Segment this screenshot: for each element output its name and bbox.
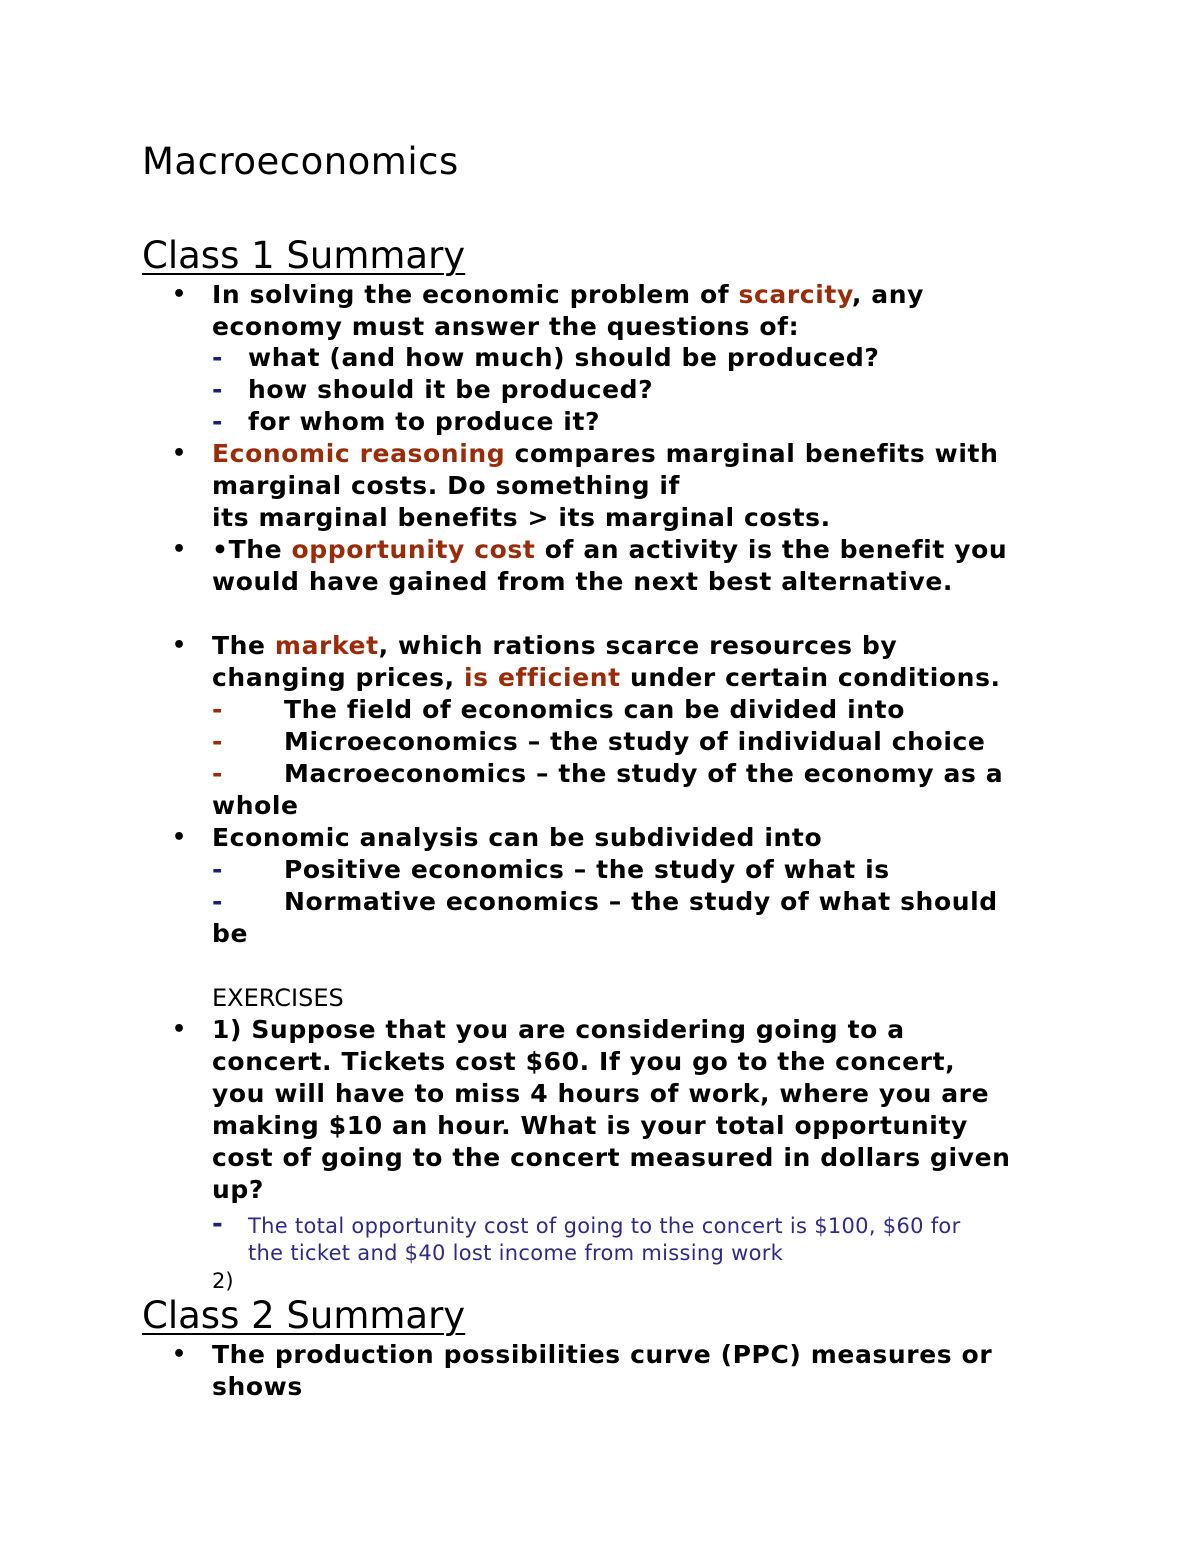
class1-b4-line2 — [212, 662, 1001, 694]
dash-marker: - — [212, 1209, 223, 1239]
exercise2-label: 2) — [212, 1269, 234, 1293]
bullet-marker: • — [172, 441, 187, 466]
class2-heading: Class 2 Summary — [142, 1294, 466, 1337]
highlight-is-efficient: is efficient — [464, 663, 621, 692]
bullet-marker: • — [172, 633, 187, 658]
dash-marker: - — [212, 887, 223, 916]
highlight-economic-reasoning: Economic reasoning — [212, 439, 506, 468]
class1-b2-line2: marginal costs. Do something if — [212, 471, 681, 500]
bullet-marker: • — [172, 282, 187, 307]
text: •The — [212, 535, 292, 564]
class1-b3-line2: would have gained from the next best alternative. — [212, 567, 954, 596]
bullet-marker: • — [172, 1342, 187, 1367]
class1-heading: Class 1 Summary — [142, 234, 466, 277]
dash-marker: - — [212, 695, 223, 724]
exercises-label: EXERCISES — [212, 984, 344, 1012]
class1-b4-line1 — [212, 630, 897, 662]
class2-b1-line2: shows — [212, 1372, 303, 1401]
class1-b1-sub1: what (and how much) should be produced? — [248, 343, 880, 372]
class1-b5-sub1: Positive economics – the study of what is — [284, 855, 890, 884]
bullet-marker: • — [172, 1017, 187, 1042]
text: In solving the economic problem of — [212, 280, 739, 309]
text: of an activity is the benefit you — [535, 535, 1008, 564]
exercise1-line6: up? — [212, 1175, 264, 1204]
dash-marker: - — [212, 375, 223, 404]
dash-marker: - — [212, 343, 223, 372]
class1-b5-sub2: Normative economics – the study of what should — [284, 887, 998, 916]
class1-b4-sub3: Macroeconomics – the study of the economy as a — [284, 759, 1004, 788]
document-title: Macroeconomics — [142, 140, 459, 183]
text: compares marginal benefits with — [505, 439, 999, 468]
exercise1-answer-line2: the ticket and $40 lost income from missing work — [248, 1241, 784, 1265]
text: , which rations scarce resources by — [378, 631, 898, 660]
text: under certain conditions. — [620, 663, 1001, 692]
highlight-scarcity: scarcity — [738, 280, 852, 309]
class1-b1-sub2: how should it be produced? — [248, 375, 654, 404]
exercise1-line2: concert. Tickets cost $60. If you go to the concert, — [212, 1047, 956, 1076]
dash-marker: - — [212, 759, 223, 788]
dash-marker: - — [212, 727, 223, 756]
class1-b3-line1 — [212, 534, 1007, 566]
class1-b2-line1 — [212, 438, 999, 470]
bullet-marker: • — [172, 537, 187, 562]
class1-b1-line1 — [212, 279, 924, 311]
dash-marker: - — [212, 407, 223, 436]
class1-b5-wrap: be — [212, 919, 249, 948]
exercise1-answer-line1: The total opportunity cost of going to the concert is $100, $60 for — [248, 1214, 961, 1238]
highlight-market: market — [274, 631, 379, 660]
highlight-opportunity-cost: opportunity cost — [291, 535, 536, 564]
exercise1-line3: you will have to miss 4 hours of work, where you are — [212, 1079, 990, 1108]
class1-b4-sub1: The field of economics can be divided into — [284, 695, 906, 724]
class1-b5-line1: Economic analysis can be subdivided into — [212, 823, 823, 852]
exercise1-line5: cost of going to the concert measured in dollars given — [212, 1143, 1011, 1172]
class1-b4-wrap: whole — [212, 791, 299, 820]
class1-b4-sub2: Microeconomics – the study of individual choice — [284, 727, 986, 756]
text: The — [212, 631, 275, 660]
text: changing prices, — [212, 663, 464, 692]
exercise1-line4: making $10 an hour. What is your total opportunity — [212, 1111, 968, 1140]
text: , any — [851, 280, 925, 309]
class1-b2-line3: its marginal benefits > its marginal costs. — [212, 503, 831, 532]
class2-b1-line1: The production possibilities curve (PPC) measures or — [212, 1340, 993, 1369]
class1-b1-sub3: for whom to produce it? — [248, 407, 601, 436]
exercise1-line1: 1) Suppose that you are considering going to a — [212, 1015, 905, 1044]
dash-marker: - — [212, 855, 223, 884]
bullet-marker: • — [172, 825, 187, 850]
class1-b1-line2: economy must answer the questions of: — [212, 312, 800, 341]
